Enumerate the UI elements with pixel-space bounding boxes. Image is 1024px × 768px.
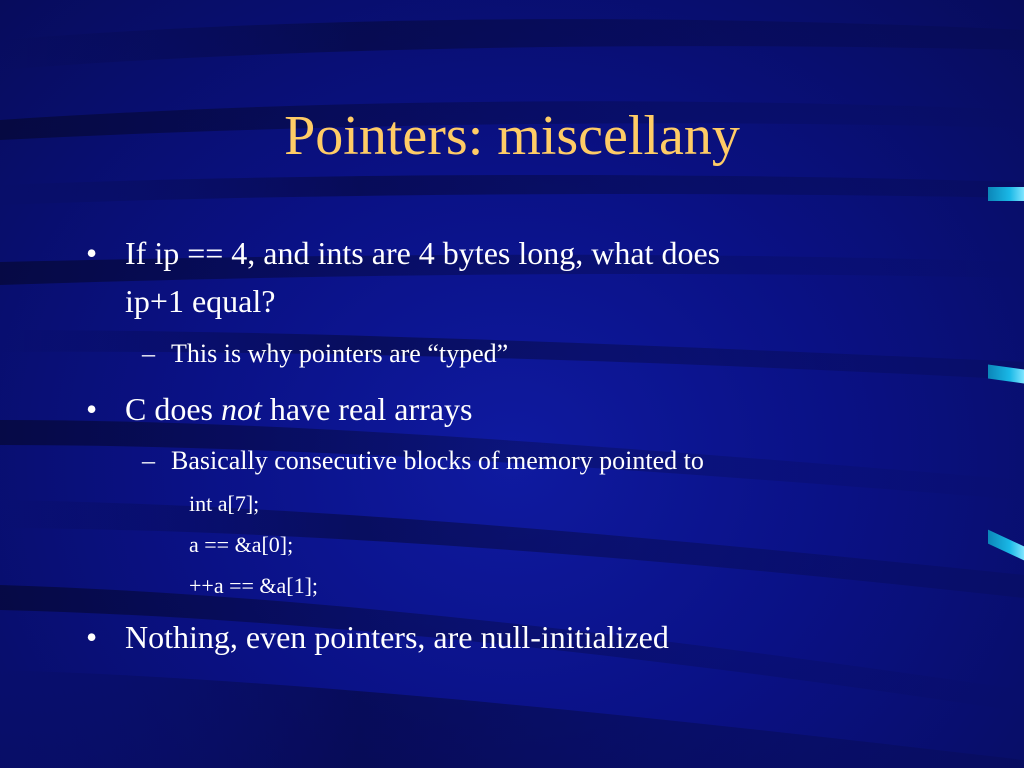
code-line-3: ++a == &a[1]; [189,573,319,598]
bullet-2-sub-1: Basically consecutive blocks of memory pointed to [171,446,704,475]
bullet-2-text-before: C does [125,391,221,427]
bullet-3-line: Nothing, even pointers, are null-initialized [125,619,669,655]
bullet-marker: • [86,235,98,271]
bullet-2-emphasis: not [221,391,262,427]
slide-title: Pointers: miscellany [284,105,740,167]
code-line-2: a == &a[0]; [189,532,294,557]
code-line-1: int a[7]; [189,491,260,516]
bullet-1-sub-1: This is why pointers are “typed” [171,339,509,368]
bullet-1-line-1: If ip == 4, and ints are 4 bytes long, what does [125,235,721,271]
bullet-1-line-2: ip+1 equal? [125,283,276,319]
bullet-2-line [125,389,472,429]
sub-bullet-marker: – [142,446,155,475]
sub-bullet-marker: – [142,339,155,368]
bullet-marker: • [86,619,98,655]
bullet-marker: • [86,391,98,427]
bullet-2-text-after: have real arrays [261,391,473,427]
